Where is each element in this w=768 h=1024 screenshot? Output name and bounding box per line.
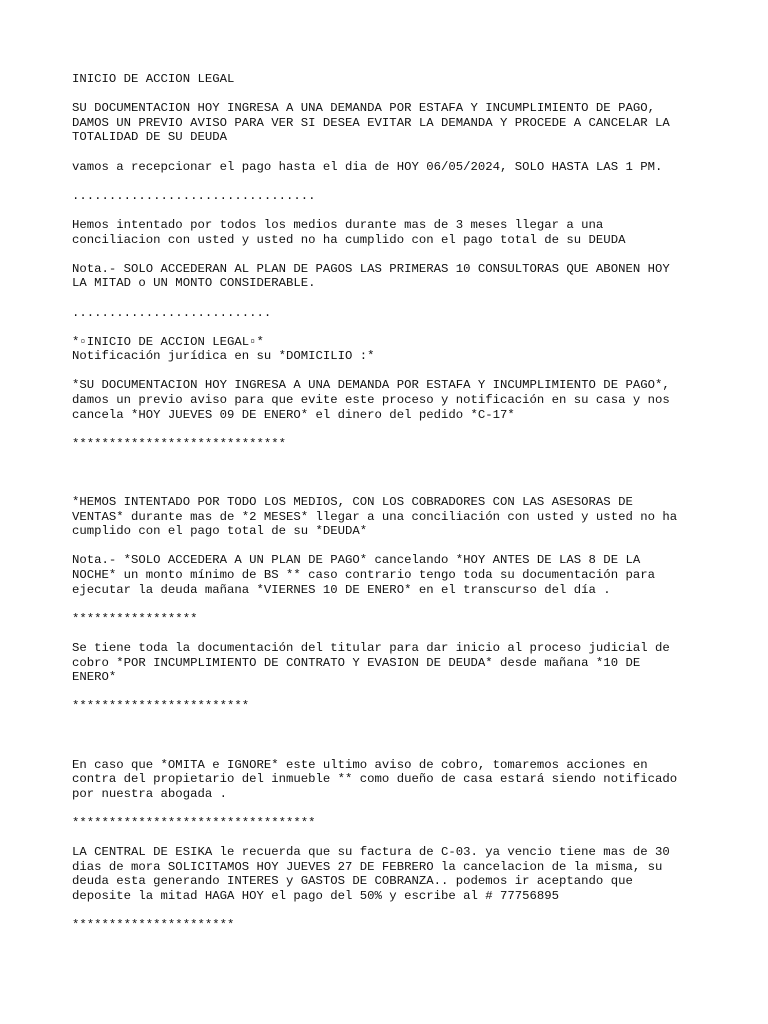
document-body — [72, 72, 702, 947]
paragraph-ultimo-aviso: En caso que *OMITA e IGNORE* este ultimo aviso de cobro, tomaremos acciones en contra del propietario del inmueble ** como dueño de casa estará siendo notificado por nuestra abogada . — [72, 757, 678, 801]
separator-dots-2: ........................... — [72, 305, 272, 320]
paragraph-central-esika: LA CENTRAL DE ESIKA le recuerda que su factura de C-03. ya vencio tiene mas de 30 dias de mora SOLICITAMOS HOY JUEVES 27 DE FEBRERO la cancelacion de la misma, su deuda esta generando INTERES y GASTOS DE COBRANZA.. podemos ir aceptando que deposite la mitad HAGA HOY el pago del 50% y escribe al # 77756895 — [72, 845, 670, 903]
paragraph-demanda-pedido: *SU DOCUMENTACION HOY INGRESA A UNA DEMANDA POR ESTAFA Y INCUMPLIMIENTO DE PAGO*, damos un previo aviso para que evite este proceso y notificación en su casa y nos cancela *HOY JUEVES 09 DE ENERO* el dinero del pedido *C-17* — [72, 378, 670, 422]
separator-stars-3: ************************ — [72, 699, 250, 714]
paragraph-cobradores: *HEMOS INTENTADO POR TODO LOS MEDIOS, CON LOS COBRADORES CON LAS ASESORAS DE VENTAS* durante mas de *2 MESES* llegar a una conciliación con usted y usted no ha cumplido con el pago total de su *DEUDA* — [72, 495, 678, 539]
separator-stars-2: ***************** — [72, 611, 198, 626]
separator-dots-1: ................................. — [72, 188, 316, 203]
paragraph-nota-plan-pagos: Nota.- SOLO ACCEDERAN AL PLAN DE PAGOS LAS PRIMERAS 10 CONSULTORAS QUE ABONEN HOY LA MITAD o UN MONTO CONSIDERABLE. — [72, 261, 670, 291]
paragraph-demanda-aviso: SU DOCUMENTACION HOY INGRESA A UNA DEMANDA POR ESTAFA Y INCUMPLIMIENTO DE PAGO, DAMOS UN PREVIO AVISO PARA VER SI DESEA EVITAR LA DEMANDA Y PROCEDE A CANCELAR LA TOTALIDAD DE SU DEUDA — [72, 101, 670, 145]
paragraph-nota-monto-minimo: Nota.- *SOLO ACCEDERA A UN PLAN DE PAGO* cancelando *HOY ANTES DE LAS 8 DE LA NOCHE* un monto mínimo de BS ** caso contrario tengo toda su documentación para ejecutar la deuda mañana *VIERNES 10 DE ENERO* en el transcurso del día . — [72, 553, 655, 597]
separator-stars-1: ***************************** — [72, 436, 287, 451]
separator-stars-4: ********************************* — [72, 815, 316, 830]
blank-gap-1 — [72, 466, 702, 495]
paragraph-fecha-pago: vamos a recepcionar el pago hasta el dia de HOY 06/05/2024, SOLO HASTA LAS 1 PM. — [72, 159, 663, 174]
paragraph-conciliacion: Hemos intentado por todos los medios durante mas de 3 meses llegar a una conciliacion con usted y usted no ha cumplido con el pago total de su DEUDA — [72, 217, 626, 247]
blank-gap-2 — [72, 729, 702, 758]
paragraph-notificacion-juridica: *▫INICIO DE ACCION LEGAL▫* Notificación jurídica en su *DOMICILIO :* — [72, 334, 375, 364]
heading-inicio-accion-legal: INICIO DE ACCION LEGAL — [72, 72, 235, 86]
paragraph-proceso-judicial: Se tiene toda la documentación del titular para dar inicio al proceso judicial de cobro *POR INCUMPLIMIENTO DE CONTRATO Y EVASION DE DEUDA* desde mañana *10 DE ENERO* — [72, 640, 670, 685]
separator-stars-5: ********************** — [72, 918, 235, 933]
